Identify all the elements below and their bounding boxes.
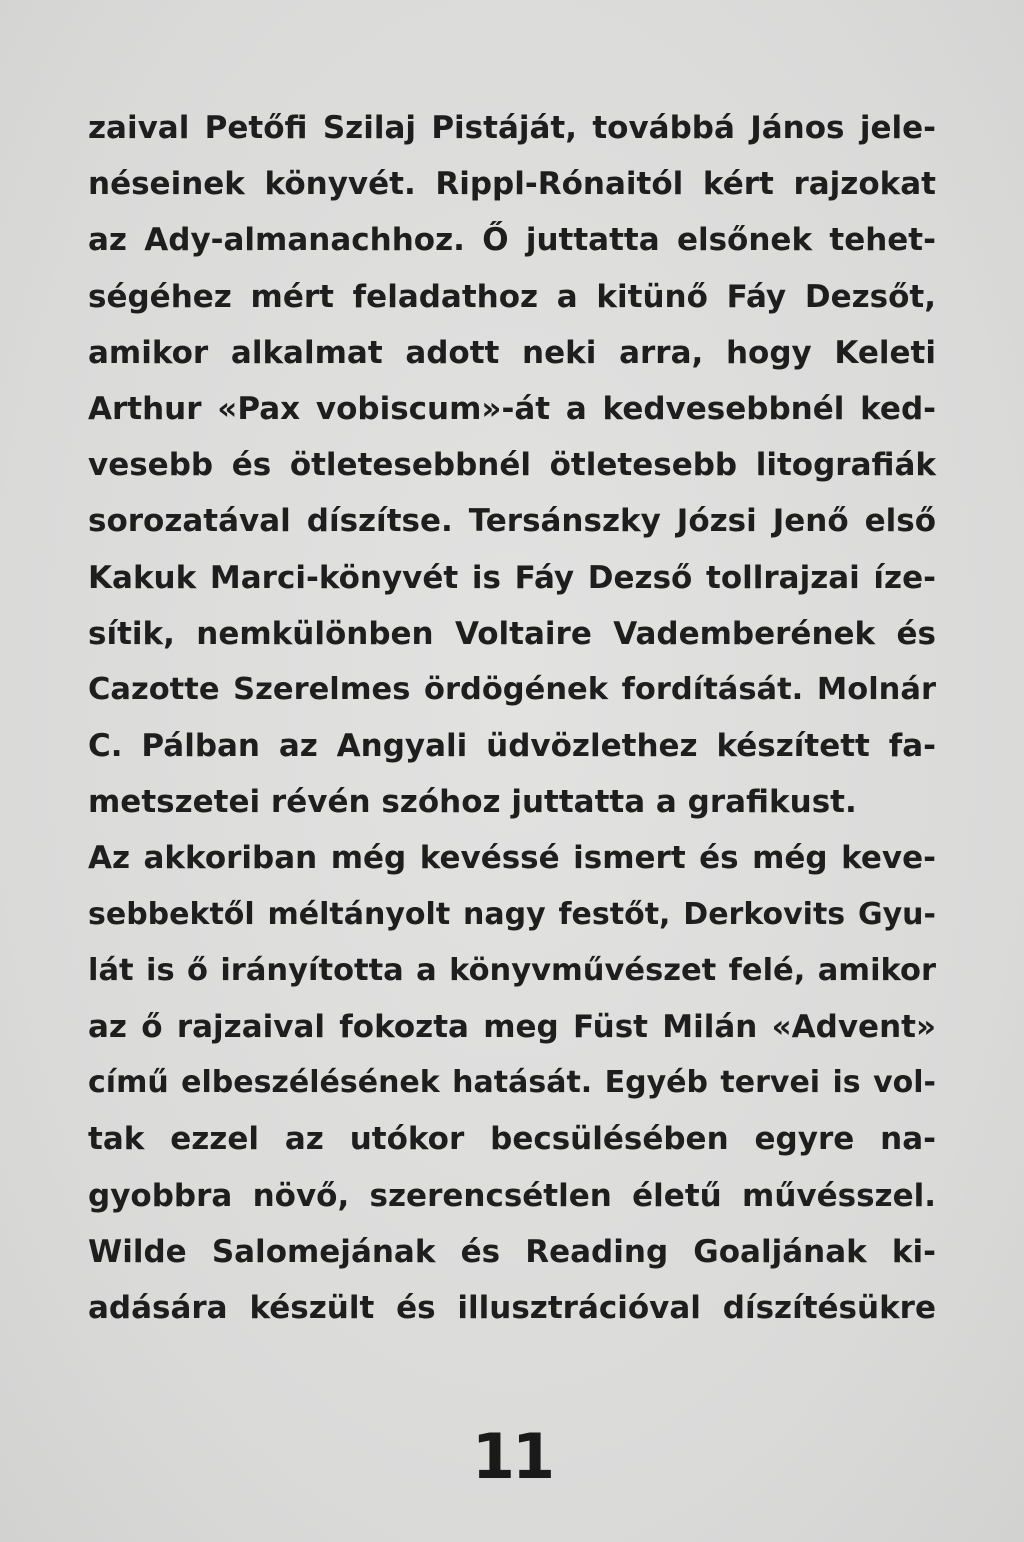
text-line: Wilde Salomejának és Reading Goaljának ki- xyxy=(88,1233,936,1270)
text-line: Cazotte Szerelmes ördögének fordítását. Molnár xyxy=(88,671,936,707)
text-line: metszetei révén szóhoz juttatta a grafikust. xyxy=(88,784,857,821)
text-line: sorozatával díszítse. Tersánszky Józsi Jenő első xyxy=(88,503,936,540)
text-line: amikor alkalmat adott neki arra, hogy Keleti xyxy=(88,334,936,371)
text-line: zaival Petőfi Szilaj Pistáját, továbbá János jele- xyxy=(88,110,936,146)
text-line: C. Pálban az Angyali üdvözlethez készített fa- xyxy=(88,728,936,765)
text-line: vesebb és ötletesebbnél ötletesebb litografiák xyxy=(88,447,936,484)
text-line: sítik, nemkülönben Voltaire Vademberének és xyxy=(88,615,936,652)
text-line: gyobbra növő, szerencsétlen életű művésszel. xyxy=(88,1177,936,1214)
text-line: az ő rajzaival fokozta meg Füst Milán «Advent» xyxy=(88,1009,936,1045)
text-line: című elbeszélésének hatását. Egyéb tervei is vol- xyxy=(88,1065,936,1101)
text-line: az Ady-almanachhoz. Ő juttatta elsőnek tehet- xyxy=(88,222,936,259)
text-line: sebbektől méltányolt nagy festőt, Derkovits Gyu- xyxy=(88,896,936,932)
text-line: lát is ő irányította a könyvművészet felé, amikor xyxy=(88,952,936,988)
text-line: adására készült és illusztrációval díszítésükre xyxy=(88,1289,936,1326)
text-line: néseinek könyvét. Rippl-Rónaitól kért rajzokat xyxy=(88,166,936,203)
text-line: Kakuk Marci-könyvét is Fáy Dezső tollrajzai íze- xyxy=(88,559,936,596)
text-line: ségéhez mért feladathoz a kitünő Fáy Dezsőt, xyxy=(88,278,936,315)
text-line: tak ezzel az utókor becsülésében egyre na- xyxy=(88,1121,936,1158)
text-line: Arthur «Pax vobiscum»-át a kedvesebbnél ked- xyxy=(88,390,936,427)
body-text xyxy=(88,100,936,1336)
page-number: 11 xyxy=(471,1420,553,1493)
text-line: Az akkoriban még kevéssé ismert és még keve- xyxy=(88,840,936,877)
